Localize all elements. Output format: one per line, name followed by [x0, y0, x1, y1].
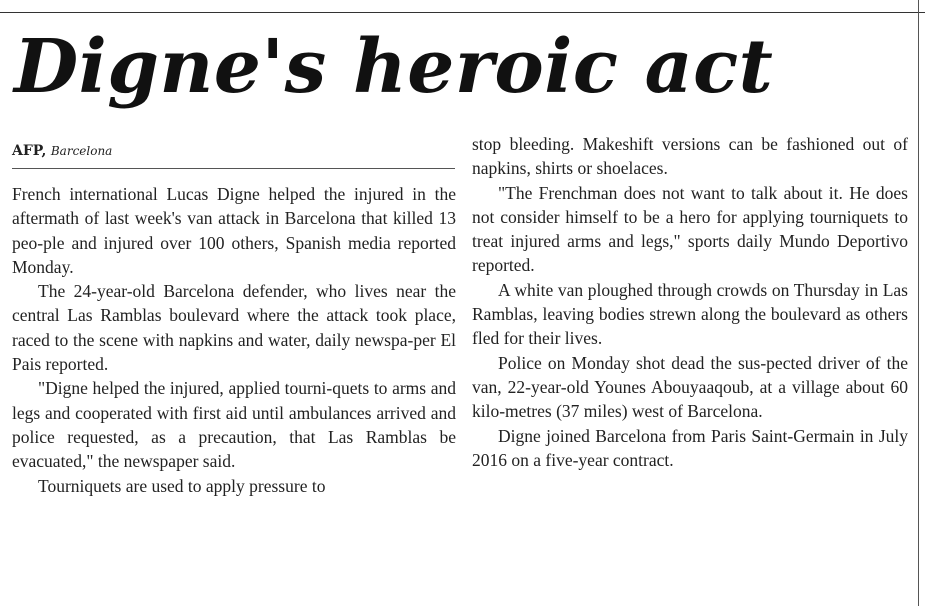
byline-rule — [12, 168, 455, 169]
paragraph: "Digne helped the injured, applied tourni-quets to arms and legs and cooperated with first aid until ambulances arrived and police requested, as a precaution, that Las Ramblas be evacuated," the newspaper said. — [12, 378, 456, 472]
left-column — [12, 182, 456, 498]
byline-city: Barcelona — [50, 144, 113, 158]
paragraph: "The Frenchman does not want to talk about it. He does not consider himself to be a hero for applying tourniquets to treat injured arms and legs," sports daily Mundo Deportivo reported. — [472, 182, 908, 276]
paragraph: A white van ploughed through crowds on Thursday in Las Ramblas, leaving bodies strewn along the boulevard as others fled for their lives. — [472, 279, 908, 349]
headline: Digne's heroic act — [14, 24, 774, 110]
byline — [12, 143, 112, 159]
right-column — [472, 132, 908, 472]
paragraph: French international Lucas Digne helped the injured in the aftermath of last week's van attack in Barcelona that killed 13 peo-ple and injured over 100 others, Spanish media reported Monday. — [12, 184, 456, 277]
paragraph: Police on Monday shot dead the sus-pected driver of the van, 22-year-old Younes Abouyaaqoub, at a village about 60 kilo-metres (37 miles) west of Barcelona. — [472, 352, 908, 422]
paragraph: The 24-year-old Barcelona defender, who lives near the central Las Ramblas boulevard where the attack took place, raced to the scene with napkins and water, daily newspa-per El Pais reported. — [12, 281, 456, 375]
paragraph: Tourniquets are used to apply pressure to — [38, 475, 326, 496]
right-column-rule — [918, 0, 919, 606]
paragraph: stop bleeding. Makeshift versions can be fashioned out of napkins, shirts or shoelaces. — [472, 134, 908, 179]
byline-agency: AFP, — [12, 143, 47, 159]
paragraph: Digne joined Barcelona from Paris Saint-Germain in July 2016 on a five-year contract. — [472, 425, 908, 470]
top-rule — [0, 12, 925, 13]
